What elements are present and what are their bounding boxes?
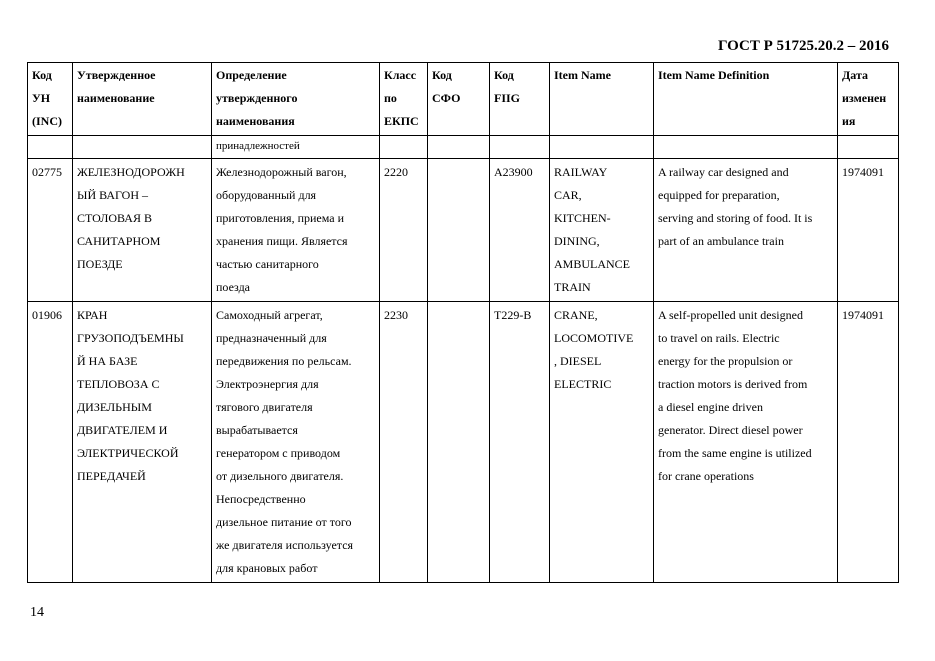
table-cell	[838, 136, 899, 159]
table-cell	[550, 136, 654, 159]
cell-item-name: CRANE, LOCOMOTIVE , DIESEL ELECTRIC	[550, 302, 654, 583]
col-header-definition: Определение утвержденного наименования	[212, 63, 380, 136]
table-cell	[380, 136, 428, 159]
cell-fiig: A23900	[490, 159, 550, 302]
classification-table	[27, 62, 899, 583]
col-header-fiig: Код FIIG	[490, 63, 550, 136]
col-header-approved-name: Утвержденное наименование	[73, 63, 212, 136]
cell-sfo	[428, 159, 490, 302]
cell-item-name: RAILWAY CAR, KITCHEN- DINING, AMBULANCE TRAIN	[550, 159, 654, 302]
page-number: 14	[30, 605, 44, 620]
cell-approved-name: ЖЕЛЕЗНОДОРОЖН ЫЙ ВАГОН – СТОЛОВАЯ В САНИТАРНОМ ПОЕЗДЕ	[73, 159, 212, 302]
table-cell	[73, 136, 212, 159]
cell-inc: 01906	[28, 302, 73, 583]
cell-change-date: 1974091	[838, 302, 899, 583]
cell-fiig: T229-B	[490, 302, 550, 583]
table-cell	[28, 136, 73, 159]
cell-approved-name: КРАН ГРУЗОПОДЪЕМНЫ Й НА БАЗЕ ТЕПЛОВОЗА С ДИЗЕЛЬНЫМ ДВИГАТЕЛЕМ И ЭЛЕКТРИЧЕСКОЙ ПЕРЕДАЧЕЙ	[73, 302, 212, 583]
col-header-item-name: Item Name	[550, 63, 654, 136]
cell-definition: Железнодорожный вагон, оборудованный для приготовления, приема и хранения пищи. Является частью санитарного поезда	[212, 159, 380, 302]
cell-definition: Самоходный агрегат, предназначенный для передвижения по рельсам. Электроэнергия для тягового двигателя вырабатывается генератором с приводом от дизельного двигателя. Непосредственно дизельное питание от того же двигателя используется для крановых работ	[212, 302, 380, 583]
cell-class: 2220	[380, 159, 428, 302]
col-header-item-name-definition: Item Name Definition	[654, 63, 838, 136]
table-cell: принадлежностей	[212, 136, 380, 159]
cell-item-name-definition: A railway car designed and equipped for preparation, serving and storing of food. It is part of an ambulance train	[654, 159, 838, 302]
col-header-inc: Код УН (INC)	[28, 63, 73, 136]
cell-item-name-definition: A self-propelled unit designed to travel on rails. Electric energy for the propulsion or traction motors is derived from a diesel engine driven generator. Direct diesel power from the same engine is utilized for crane operations	[654, 302, 838, 583]
table-cell	[490, 136, 550, 159]
col-header-sfo: Код СФО	[428, 63, 490, 136]
table-row	[28, 302, 899, 583]
table-cell	[654, 136, 838, 159]
cell-class: 2230	[380, 302, 428, 583]
col-header-class: Класс по ЕКПС	[380, 63, 428, 136]
cell-inc: 02775	[28, 159, 73, 302]
cell-sfo	[428, 302, 490, 583]
table-row-continuation	[28, 136, 899, 159]
document-standard-header: ГОСТ Р 51725.20.2 – 2016	[717, 38, 889, 54]
table-header-row	[28, 63, 899, 136]
table-row	[28, 159, 899, 302]
col-header-change-date: Дата изменен ия	[838, 63, 899, 136]
cell-change-date: 1974091	[838, 159, 899, 302]
table-cell	[428, 136, 490, 159]
